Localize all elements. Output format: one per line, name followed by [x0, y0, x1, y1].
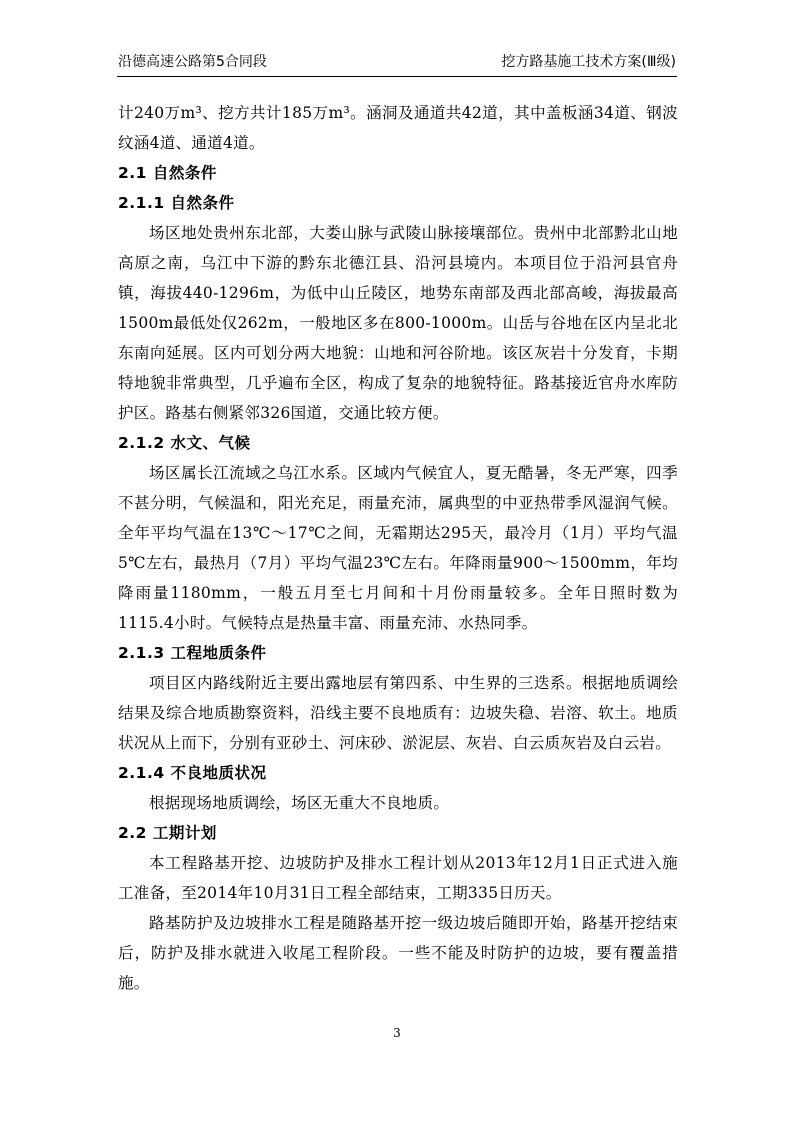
section-heading: 2.1.2 水文、气候 [118, 434, 251, 452]
section-heading: 2.1.3 工程地质条件 [118, 644, 267, 662]
section-heading: 2.1.4 不良地质状况 [118, 764, 267, 782]
section-heading: 2.1 自然条件 [118, 164, 217, 182]
body-paragraph: 根据现场地质调绘，场区无重大不良地质。 [149, 794, 450, 812]
header-divider [117, 76, 677, 77]
section-heading: 2.1.1 自然条件 [118, 194, 235, 212]
body-paragraph: 项目区内路线附近主要出露地层有第四系、中生界的三迭系。根据地质调绘结果及综合地质勘察资料，沿线主要不良地质有：边坡失稳、岩溶、软土。地质状况从上而下，分别有亚砂土、河床砂、淤泥层、灰岩、白云质灰岩及白云岩。 [118, 674, 678, 752]
section-heading: 2.2 工期计划 [118, 824, 217, 842]
document-body [118, 98, 678, 998]
body-paragraph: 路基防护及边坡排水工程是随路基开挖一级边坡后随即开始，路基开挖结束后，防护及排水就进入收尾工程阶段。一些不能及时防护的边坡，要有覆盖措施。 [118, 914, 678, 992]
body-paragraph: 场区属长江流域之乌江水系。区域内气候宜人，夏无酷暑，冬无严寒，四季不甚分明，气候温和，阳光充足，雨量充沛，属典型的中亚热带季风湿润气候。全年平均气温在13℃～17℃之间，无霜期达295天，最冷月（1月）平均气温5℃左右，最热月（7月）平均气温23℃左右。年降雨量900～1500mm，年均降雨量1180mm，一般五月至七月间和十月份雨量较多。全年日照时数为1115.4小时。气候特点是热量丰富、雨量充沛、水热同季。 [118, 464, 678, 632]
header-document-title: 挖方路基施工技术方案(Ⅲ级) [501, 54, 676, 70]
body-paragraph: 场区地处贵州东北部，大娄山脉与武陵山脉接壤部位。贵州中北部黔北山地高原之南，乌江中下游的黔东北德江县、沿河县境内。本项目位于沿河县官舟镇，海拔440-1296m，为低中山丘陵区，地势东南部及西北部高峻，海拔最高1500m最低处仅262m，一般地区多在800-1000m。山岳与谷地在区内呈北北东南向延展。区内可划分两大地貌：山地和河谷阶地。该区灰岩十分发育，卡期特地貌非常典型，几乎遍布全区，构成了复杂的地貌特征。路基接近官舟水库防护区。路基右侧紧邻326国道，交通比较方便。 [118, 224, 678, 422]
body-paragraph: 计240万m³、挖方共计185万m³。涵洞及通道共42道，其中盖板涵34道、钢波纹涵4道、通道4道。 [118, 104, 678, 152]
body-paragraph: 本工程路基开挖、边坡防护及排水工程计划从2013年12月1日正式进入施工准备，至2014年10月31日工程全部结束，工期335日历天。 [118, 854, 678, 902]
page-number: 3 [393, 1026, 401, 1040]
header-project-name: 沿德高速公路第5合同段 [118, 54, 267, 70]
